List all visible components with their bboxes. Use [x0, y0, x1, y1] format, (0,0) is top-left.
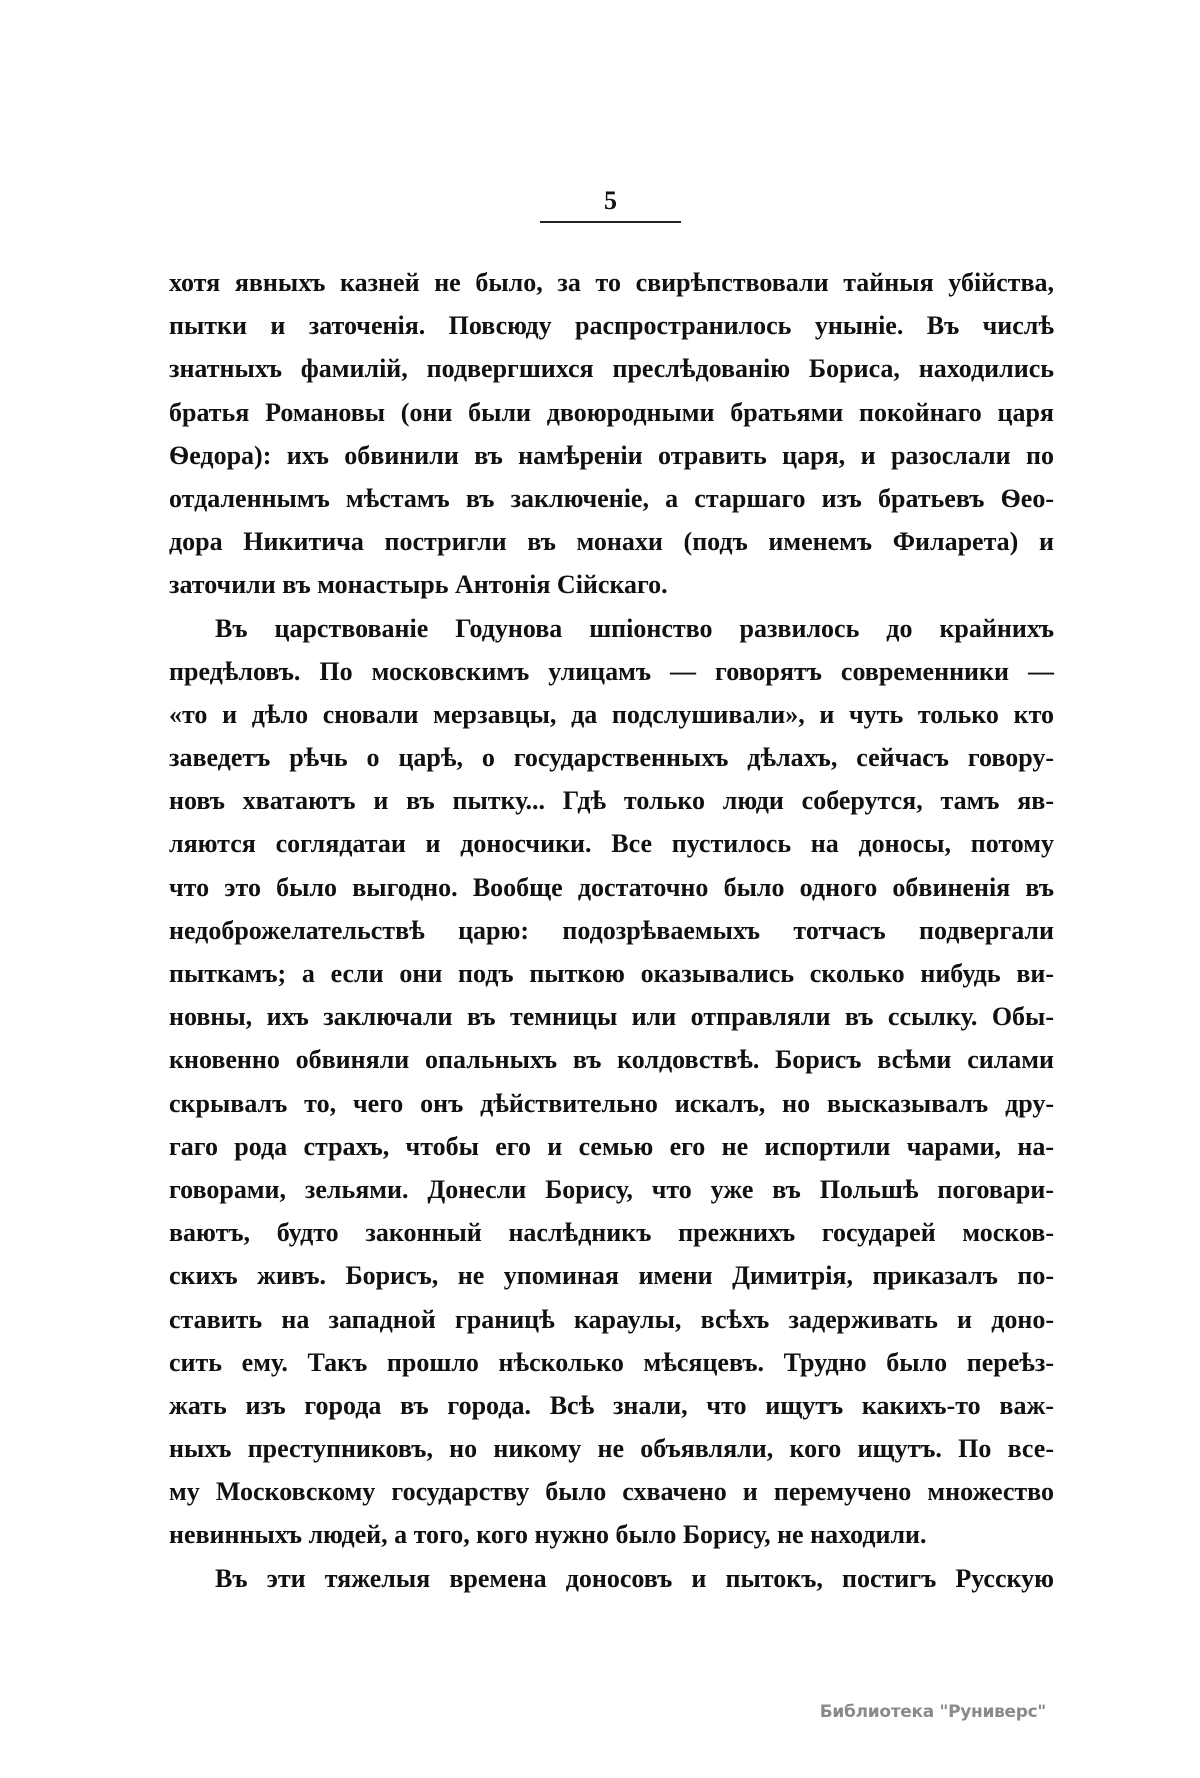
text-line: пыткамъ; а если они подъ пыткою оказывались сколько нибудь ви-: [169, 959, 1054, 988]
body-text: [169, 261, 1054, 1600]
text-line: пытки и заточенія. Повсюду распространилось уныніе. Въ числѣ: [169, 311, 1054, 341]
text-line: дора Никитича постригли въ монахи (подъ именемъ Филарета) и: [169, 527, 1054, 557]
page-number: 5: [604, 186, 617, 215]
text-line: ляются соглядатаи и доносчики. Все пустилось на доносы, потому: [169, 829, 1054, 859]
paragraph: [169, 1557, 1054, 1600]
text-line: кновенно обвиняли опальныхъ въ колдовствѣ. Борисъ всѣми силами: [169, 1045, 1054, 1075]
text-line: хотя явныхъ казней не было, за то свирѣпствовали тайныя убійства,: [169, 268, 1054, 297]
text-line: жать изъ города въ города. Всѣ знали, что ищутъ какихъ-то важ-: [169, 1390, 1054, 1420]
text-line: братья Романовы (они были двоюродными братьями покойнаго царя: [169, 397, 1054, 427]
text-line: новны, ихъ заключали въ темницы или отправляли въ ссылку. Обы-: [169, 1002, 1054, 1032]
text-line: заведетъ рѣчь о царѣ, о государственныхъ дѣлахъ, сейчасъ говору-: [169, 743, 1054, 773]
text-line: говорами, зельями. Донесли Борису, что уже въ Польшѣ поговари-: [169, 1174, 1054, 1204]
text-line: Ѳедора): ихъ обвинили въ намѣреніи отравить царя, и разослали по: [169, 440, 1054, 470]
header-rule: [540, 221, 681, 223]
text-line: ставить на западной границѣ караулы, всѣхъ задерживать и доно-: [169, 1304, 1054, 1334]
text-line: скрывалъ то, чего онъ дѣйствительно искалъ, но высказывалъ дру-: [169, 1088, 1054, 1118]
text-line: новъ хватаютъ и въ пытку... Гдѣ только люди соберутся, тамъ яв-: [169, 786, 1054, 816]
library-watermark: Библиотека "Руниверс": [819, 1702, 1046, 1722]
text-line: отдаленнымъ мѣстамъ въ заключеніе, а старшаго изъ братьевъ Ѳео-: [169, 483, 1054, 513]
text-line: невинныхъ людей, а того, кого нужно было Борису, не находили.: [169, 1520, 927, 1550]
text-line: «то и дѣло сновали мерзавцы, да подслушивали», и чуть только кто: [169, 699, 1054, 729]
text-line: ныхъ преступниковъ, но никому не объявляли, кого ищутъ. По все-: [169, 1434, 1054, 1464]
text-line: Въ царствованіе Годунова шпіонство развилось до крайнихъ: [215, 613, 1054, 643]
text-line: заточили въ монастырь Антонія Сійскаго.: [169, 570, 668, 600]
paragraph: [169, 261, 1054, 607]
text-line: знатныхъ фамилій, подвергшихся преслѣдованію Бориса, находились: [169, 354, 1054, 384]
text-line: му Московскому государству было схвачено и перемучено множество: [169, 1477, 1054, 1507]
text-line: недоброжелательствѣ царю: подозрѣваемыхъ тотчасъ подвергали: [169, 915, 1054, 945]
text-line: сить ему. Такъ прошло нѣсколько мѣсяцевъ. Трудно было переѣз-: [169, 1347, 1054, 1377]
text-line: скихъ живъ. Борисъ, не упоминая имени Димитрія, приказалъ по-: [169, 1261, 1054, 1291]
text-line: гаго рода страхъ, чтобы его и семью его не испортили чарами, на-: [169, 1131, 1054, 1161]
text-line: Въ эти тяжелыя времена доносовъ и пытокъ, постигъ Русскую: [215, 1563, 1054, 1593]
text-line: предѣловъ. По московскимъ улицамъ — говорятъ современники —: [169, 656, 1054, 686]
paragraph: [169, 607, 1054, 1557]
text-line: ваютъ, будто законный наслѣдникъ прежнихъ государей москов-: [169, 1218, 1054, 1248]
text-line: что это было выгодно. Вообще достаточно было одного обвиненія въ: [169, 872, 1054, 902]
